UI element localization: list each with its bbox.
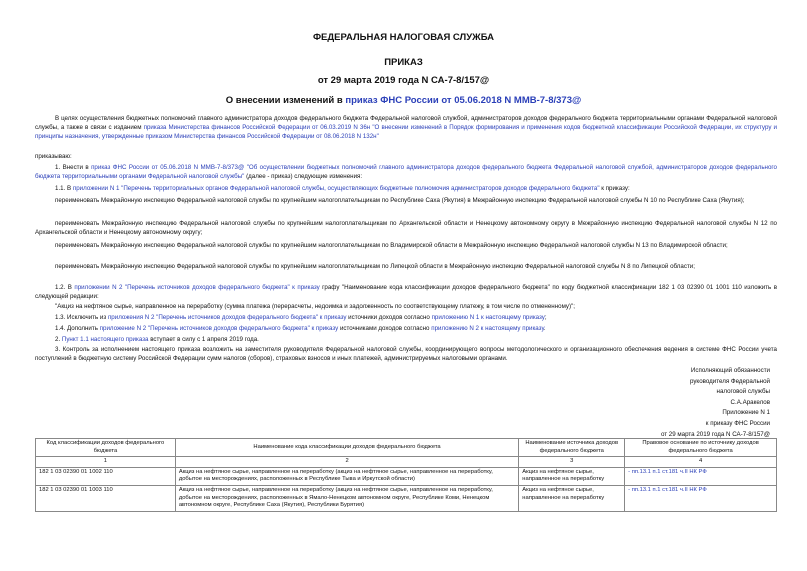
item-1-4-text-end: . [543,325,546,332]
cell-basis-link[interactable]: - пп.13.1 п.1 ст.181 ч.II НК РФ [625,485,777,511]
item-3: 3. Контроль за исполнением настоящего приказа возложить на заместителя руководителя Федеральной налоговой службы, координирующего вопросы методологического и организационного обеспечения ведения в системе ФНС России учета поступлений в бюджетную систему Российской Федерации сумм налогов (сборов), страховых взносов и иных платежей, администрируемых налоговыми органами. [35,346,777,363]
item-1-3-appendix-link[interactable]: приложению N 1 к настоящему приказу [431,314,545,321]
item-1-4 [35,324,777,333]
item-1-1 [35,184,777,193]
table-row [36,485,777,511]
item-1 [35,163,777,181]
doc-type-heading: ПРИКАЗ [384,57,423,68]
item-1-link-title[interactable]: "Об осуществлении бюджетных полномочий главного администратора доходов федерального бюджета Федеральной налоговой службой, администраторов доходов федерального бюджета территориальными органами Федеральной налоговой службы" [35,164,777,181]
item-1-2 [35,283,777,301]
appendix-line-1: Приложение N 1 [722,409,770,417]
rename-paragraph-4: переименовать Межрайонную инспекцию Федеральной налоговой службы по крупнейшим налогоплательщикам по Липецкой области в Межрайонную инспекцию Федеральной налоговой службы N 8 по Липецкой области; [55,263,695,270]
cell-code: 182 1 03 02390 01 1003 110 [36,485,176,511]
item-1-4-text-mid: источниками доходов согласно [338,325,432,332]
header-name: Наименование кода классификации доходов федерального бюджета [175,439,518,457]
signature-line-3: налоговой службы [716,388,770,396]
quoted-name: "Акциз на нефтяное сырье, направленное на переработку (сумма платежа (перерасчеты, недоимка и задолженность по соответствующему платежу, в том числе по отмененному)"; [55,303,575,310]
cell-source: Акциз на нефтяное сырье, направленное на переработку [519,485,625,511]
title-prefix: О внесении изменений в [225,95,346,106]
rename-paragraph-1: переименовать Межрайонную инспекцию Федеральной налоговой службы по крупнейшим налогоплательщикам по Республике Саха (Якутия) в Межрайонную инспекцию Федеральной налоговой службы N 10 по Республике Саха (Якутия); [55,197,745,204]
item-1-3-text: 1.3. Исключить из [55,314,108,321]
rename-paragraph-3: переименовать Межрайонную инспекцию Федеральной налоговой службы по крупнейшим налогоплательщикам по Владимирской области в Межрайонную инспекцию Федеральной налоговой службы N 13 по Владимирской области; [55,242,728,249]
signature-line-2: руководителя Федеральной [689,377,770,385]
item-1-text-end: (далее - приказ) следующие изменения: [244,173,363,181]
item-2-text: 2. [55,336,62,343]
signature-name: С.А.Аракелов [730,398,770,406]
item-1-1-text-end: к приказу: [599,185,630,192]
appendix-line-3: от 29 марта 2019 года N СА-7-8/157@ [660,430,770,438]
item-1-4-text: 1.4. Дополнить [55,325,100,332]
cell-code: 182 1 03 02390 01 1002 110 [36,467,176,485]
column-number: 2 [175,457,518,468]
item-1-4-link[interactable]: приложение N 2 "Перечень источников доходов федерального бюджета" к приказу [99,325,339,332]
cell-source: Акциз на нефтяное сырье, направленное на переработку [519,467,625,485]
header-source: Наименование источника доходов федерального бюджета [519,439,625,457]
rename-paragraph-2: переименовать Межрайонную инспекцию Федеральной налоговой службы по крупнейшим налогоплательщикам по Архангельской области и Ненецкому автономному округу в Межрайонную инспекцию Федеральной налоговой службы N 12 по Архангельской области и Ненецкому автономному округу; [35,220,777,237]
column-number: 1 [36,457,176,468]
item-1-link[interactable]: приказ ФНС России от 05.06.2018 N ММВ-7-8/373@ [91,164,245,171]
title-link[interactable]: приказ ФНС России от 05.06.2018 N ММВ-7-8/373@ [345,95,582,106]
item-1-2-text: 1.2. В [55,284,75,291]
item-2 [35,335,777,344]
cell-name: Акциз на нефтяное сырье, направленное на переработку (акциз на нефтяное сырье, направленное на переработку, добытое на месторождениях, расположенных в Ямало-Ненецком автономном округе, Республике Коми, Ненецком автономном округе, Республике Саха (Якутия), Республики Бурятия) [175,485,518,511]
item-1-1-text: 1.1. В [55,185,73,192]
header-basis: Правовое основание по источнику доходов федерального бюджета [625,439,777,457]
cell-name: Акциз на нефтяное сырье, направленное на переработку (акциз на нефтяное сырье, направленное на переработку, добытое на месторождениях, расположенных в Республике Тыва и Иркутской области) [175,467,518,485]
revenue-sources-table [35,438,777,512]
header-code: Код классификации доходов федерального бюджета [36,439,176,457]
signature-block [661,366,770,440]
date-number-heading: от 29 марта 2019 года N СА-7-8/157@ [317,75,490,86]
agency-heading: ФЕДЕРАЛЬНАЯ НАЛОГОВАЯ СЛУЖБА [312,32,495,43]
item-2-link[interactable]: Пункт 1.1 настоящего приказа [61,336,149,343]
table-header-row [36,439,777,457]
item-2-text-end: вступает в силу с 1 апреля 2019 года. [148,336,259,343]
column-number: 4 [625,457,777,468]
ordered-text: приказываю: [35,153,72,160]
column-number: 3 [519,457,625,468]
item-1-3 [35,313,777,322]
item-1-2-text-end: графу "Наименование кода классификации доходов федерального бюджета" по коду бюджетной классификации 182 1 03 02390 01 1001 110 изложить в следующей редакции: [35,284,777,301]
preamble-text: В целях осуществления бюджетных полномочий главного администратора доходов федерального бюджета Федеральной налоговой службой, администраторов доходов федерального бюджета территориальными органами Федеральной налоговой службы, а также в связи с изданием [35,115,777,132]
document-title [0,95,807,106]
item-1-3-text-mid: источники доходов согласно [346,314,432,321]
table-number-row [36,457,777,468]
preamble-paragraph [35,114,777,142]
table-row [36,467,777,485]
appendix-line-2: к приказу ФНС России [705,419,770,427]
item-1-2-link[interactable]: приложении N 2 "Перечень источников доходов федерального бюджета" к приказу [74,284,320,291]
signature-line-1: Исполняющий обязанности [690,367,770,374]
item-1-4-appendix-link[interactable]: приложению N 2 к настоящему приказу [431,325,544,332]
item-1-text: 1. Внести в [55,164,92,171]
cell-basis-link[interactable]: - пп.13.1 п.1 ст.181 ч.II НК РФ [625,467,777,485]
item-1-1-link[interactable]: приложении N 1 "Перечень территориальных органов Федеральной налоговой службы, осуществляющих бюджетные полномочия администраторов доходов федерального бюджета" [72,185,600,192]
preamble-order-link[interactable]: приказа Министерства финансов Российской Федерации от 06.03.2019 N 36н "О внесении изменений в Порядок формирования и применения кодов бюджетной классификации Российской Федерации, их структуру и принципы назначения, утвержденные приказом Министерства финансов Российской Федерации от 08.06.2018 N 132н" [35,124,777,141]
item-1-3-text-end: ; [544,314,547,321]
item-1-3-link[interactable]: приложения N 2 "Перечень источников доходов федерального бюджета" к приказу [107,314,347,321]
